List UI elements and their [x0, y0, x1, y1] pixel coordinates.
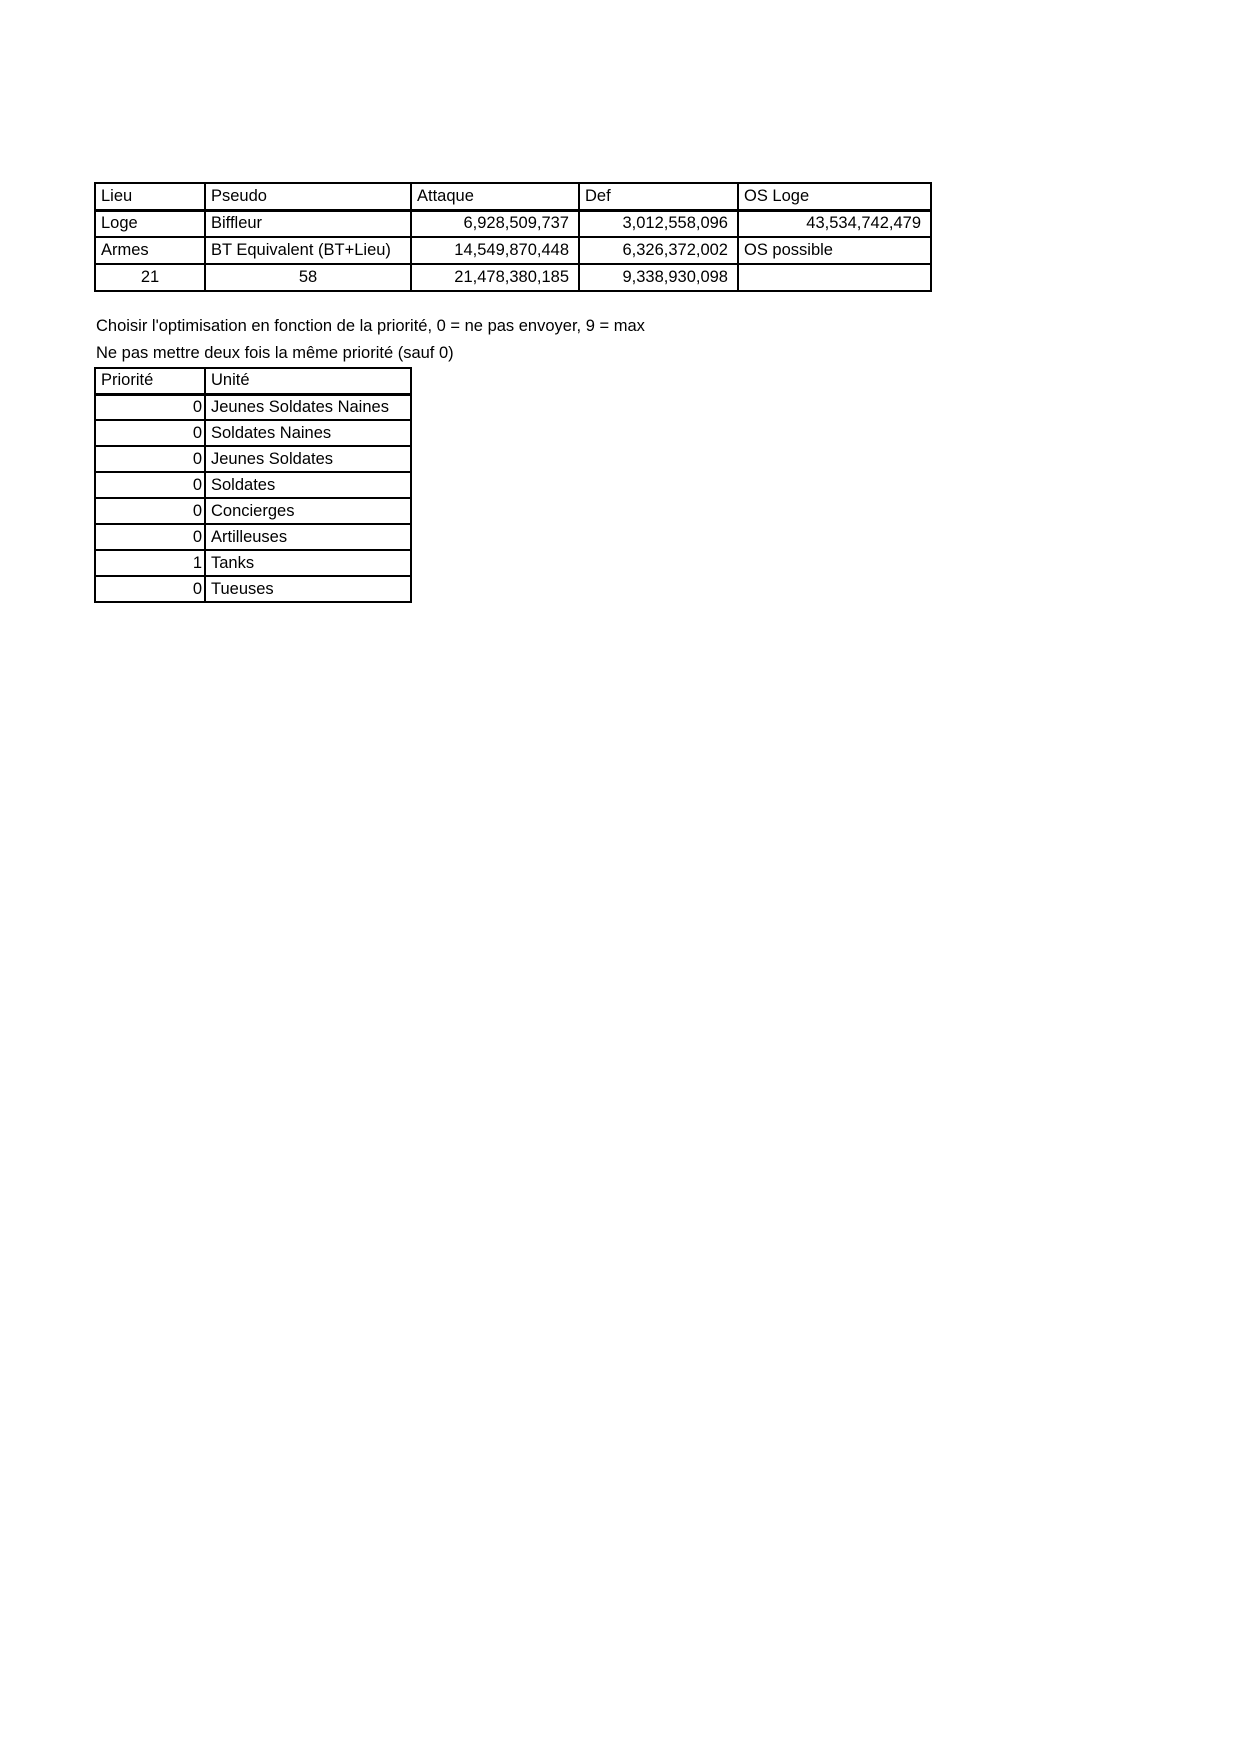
- stats-cell-pseudo: Biffleur: [205, 210, 411, 237]
- stats-header-lieu: Lieu: [95, 183, 205, 210]
- priority-value-cell[interactable]: 0: [95, 446, 205, 472]
- unit-name-cell: Tueuses: [205, 576, 411, 602]
- stats-cell-def: 3,012,558,096: [579, 210, 738, 237]
- stats-row-loge: [95, 210, 931, 237]
- stats-cell-lieu: 21: [95, 264, 205, 291]
- stats-row-totals: [95, 264, 931, 291]
- unit-name-cell: Tanks: [205, 550, 411, 576]
- priority-header-row: [95, 368, 411, 394]
- instructions-block: [96, 313, 645, 367]
- stats-header-attaque: Attaque: [411, 183, 579, 210]
- priority-row: [95, 550, 411, 576]
- stats-header-pseudo: Pseudo: [205, 183, 411, 210]
- stats-cell-lieu: Loge: [95, 210, 205, 237]
- priority-value-cell[interactable]: 0: [95, 394, 205, 420]
- priority-row: [95, 420, 411, 446]
- stats-header-def: Def: [579, 183, 738, 210]
- priority-value-cell[interactable]: 0: [95, 498, 205, 524]
- stats-cell-attaque: 21,478,380,185: [411, 264, 579, 291]
- stats-cell-attaque: 6,928,509,737: [411, 210, 579, 237]
- stats-header-row: [95, 183, 931, 210]
- priority-header-priorite: Priorité: [95, 368, 205, 394]
- priority-value-cell[interactable]: 1: [95, 550, 205, 576]
- priority-value-cell[interactable]: 0: [95, 472, 205, 498]
- stats-cell-attaque: 14,549,870,448: [411, 237, 579, 264]
- priority-row: [95, 576, 411, 602]
- unit-name-cell: Soldates Naines: [205, 420, 411, 446]
- instructions-line-2: Ne pas mettre deux fois la même priorité (sauf 0): [96, 344, 454, 362]
- stats-cell-def: 6,326,372,002: [579, 237, 738, 264]
- priority-row: [95, 394, 411, 420]
- stats-cell-pseudo: BT Equivalent (BT+Lieu): [205, 237, 411, 264]
- stats-header-os-loge: OS Loge: [738, 183, 931, 210]
- unit-name-cell: Jeunes Soldates: [205, 446, 411, 472]
- stats-cell-def: 9,338,930,098: [579, 264, 738, 291]
- priority-row: [95, 498, 411, 524]
- stats-table: [94, 182, 932, 292]
- stats-cell-pseudo: 58: [205, 264, 411, 291]
- priority-header-unite: Unité: [205, 368, 411, 394]
- instructions-line-1: Choisir l'optimisation en fonction de la priorité, 0 = ne pas envoyer, 9 = max: [96, 317, 645, 335]
- priority-value-cell[interactable]: 0: [95, 524, 205, 550]
- priority-row: [95, 446, 411, 472]
- priority-table: [94, 367, 412, 603]
- priority-row: [95, 524, 411, 550]
- unit-name-cell: Concierges: [205, 498, 411, 524]
- priority-row: [95, 472, 411, 498]
- unit-name-cell: Artilleuses: [205, 524, 411, 550]
- stats-cell-os-loge: [738, 264, 931, 291]
- unit-name-cell: Jeunes Soldates Naines: [205, 394, 411, 420]
- priority-value-cell[interactable]: 0: [95, 420, 205, 446]
- stats-row-armes: [95, 237, 931, 264]
- unit-name-cell: Soldates: [205, 472, 411, 498]
- stats-cell-os-loge: OS possible: [738, 237, 931, 264]
- priority-value-cell[interactable]: 0: [95, 576, 205, 602]
- stats-cell-lieu: Armes: [95, 237, 205, 264]
- stats-cell-os-loge: 43,534,742,479: [738, 210, 931, 237]
